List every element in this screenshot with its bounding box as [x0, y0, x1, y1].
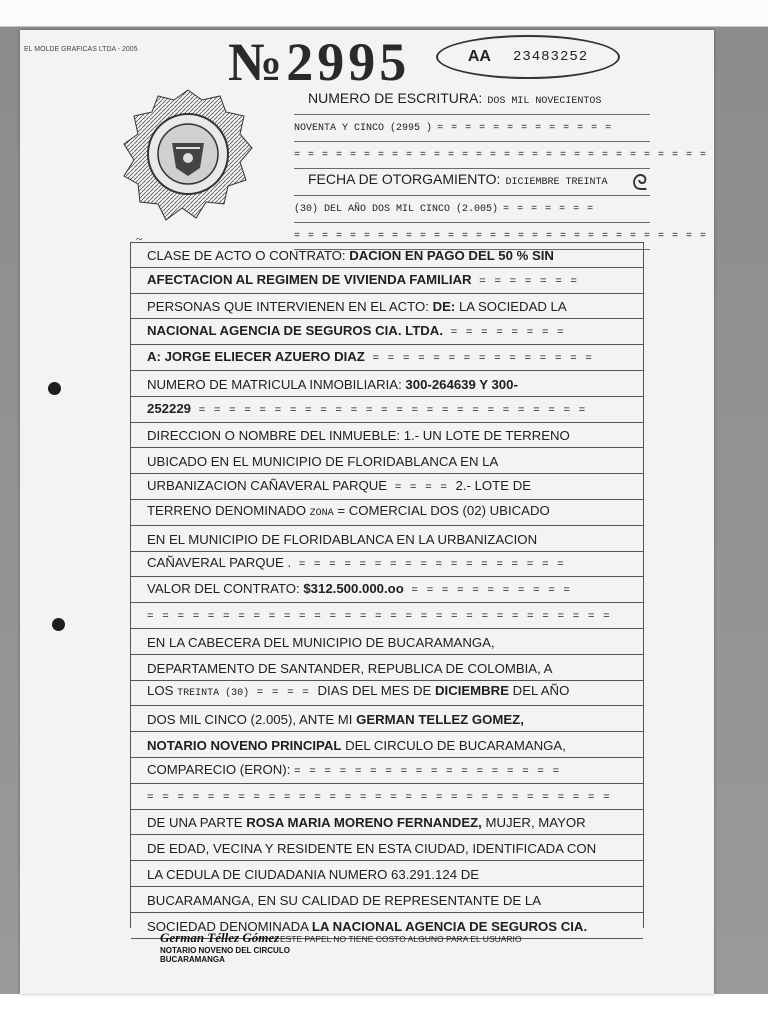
body-row	[131, 810, 643, 836]
fecha-otorgamiento-line: FECHA DE OTORGAMIENTO: DICIEMBRE TREINTA	[294, 169, 650, 196]
body-row	[131, 319, 643, 345]
body-row	[131, 268, 643, 294]
row-text-b: AFECTACION AL REGIMEN DE VIVIENDA FAMILIAR	[147, 271, 472, 287]
row-text-a: CAÑAVERAL PARQUE .	[147, 555, 292, 571]
row-text-b: DE:	[432, 299, 456, 315]
signature-name: German Téllez Gómez	[160, 930, 280, 945]
paper-cost-note: ESTE PAPEL NO TIENE COSTO ALGUNO PARA EL USUARIO	[280, 934, 522, 944]
row-text-eq: = = = = = = = =	[443, 327, 565, 340]
row-text-a: SOCIEDAD DENOMINADA	[147, 918, 312, 934]
numero-escritura-line: NUMERO DE ESCRITURA: DOS MIL NOVECIENTOS	[294, 88, 650, 115]
national-seal-icon	[122, 88, 254, 243]
row-text-b: DACION EN PAGO DEL 50 % SIN	[349, 247, 554, 263]
body-row	[131, 655, 643, 681]
numero-escritura-line-2: NOVENTA Y CINCO (2995 ) = = = = = = = = = = = = =	[294, 115, 650, 142]
row-text-b: GERMAN TELLEZ GOMEZ,	[356, 712, 524, 728]
fecha-otorgamiento-line-2: (30) DEL AÑO DOS MIL CINCO (2.005) = = = = = = =	[294, 196, 650, 223]
row-text-eq: = = = =	[249, 687, 318, 700]
contract-body	[130, 242, 644, 934]
row-text-c: = COMERCIAL DOS (02) UBICADO	[333, 502, 550, 518]
body-row	[131, 887, 643, 913]
printer-imprint: EL MOLDE GRAFICAS LTDA - 2005	[24, 46, 138, 53]
row-text-d: DEL AÑO	[509, 683, 570, 699]
bottom-margin	[0, 994, 768, 1024]
body-row	[131, 345, 643, 371]
body-row	[131, 371, 643, 397]
row-text-b: LA NACIONAL AGENCIA DE SEGUROS CIA.	[311, 918, 588, 934]
row-text-b: A: JORGE ELIECER AZUERO DIAZ	[147, 348, 365, 364]
body-row	[131, 448, 643, 474]
row-text-a: LOS	[147, 683, 178, 699]
row-text-c: LA SOCIEDAD LA	[455, 299, 567, 315]
row-text-a: COMPARECIO (ERON):	[147, 761, 295, 777]
body-row	[131, 681, 643, 707]
row-text-eq: = = = = = = = = = = = = = = =	[364, 352, 593, 365]
row-text-a: DIRECCION O NOMBRE DEL INMUEBLE: 1.- UN LOTE DE TERRENO	[147, 428, 570, 444]
notary-signature-stamp	[160, 930, 290, 964]
row-text-a: EN EL MUNICIPIO DE FLORIDABLANCA EN LA URBANIZACION	[147, 531, 538, 547]
row-text-b: NACIONAL AGENCIA DE SEGUROS CIA. LTDA.	[147, 323, 443, 339]
punch-hole-top	[48, 382, 61, 395]
signature-city: BUCARAMANGA	[160, 955, 225, 964]
body-row	[131, 629, 643, 655]
separator-line-2: = = = = = = = = = = = = = = = = = = = = = = = = = = = = = =	[294, 223, 650, 250]
body-row	[131, 397, 643, 423]
row-text-c: DEL CIRCULO DE BUCARAMANGA,	[341, 737, 566, 753]
body-row	[131, 861, 643, 887]
separator-line: = = = = = = = = = = = = = = = = = = = = = = = = = = = = = =	[294, 142, 650, 169]
row-text-a: DE UNA PARTE	[147, 815, 247, 831]
row-text-eq: = = = = = = = = = = = = = = = = = = = = = = = = = =	[191, 404, 587, 417]
row-text-eq: = = = = = = = = = = =	[403, 585, 572, 598]
row-text-a: DEPARTAMENTO DE SANTANDER, REPUBLICA DE COLOMBIA, A	[147, 660, 553, 676]
document-number: №2995	[228, 32, 411, 92]
body-row	[131, 423, 643, 449]
row-text-c: DIAS DEL MES DE	[317, 683, 435, 699]
row-text-a: UBICADO EN EL MUNICIPIO DE FLORIDABLANCA EN LA	[147, 454, 499, 470]
row-text-a: BUCARAMANGA, EN SU CALIDAD DE REPRESENTANTE DE LA	[147, 892, 541, 908]
row-text-b: $312.500.000.oo	[303, 581, 404, 597]
row-text-eq: = = = = = = = = = = = = = = = = = = = = = = = = = = = = = = =	[147, 791, 611, 804]
serial-number: 23483252	[512, 49, 589, 65]
body-row	[131, 500, 643, 526]
row-text-b: ROSA MARIA MORENO FERNANDEZ,	[246, 815, 482, 831]
body-row	[131, 526, 643, 552]
row-text-a: LA CEDULA DE CIUDADANIA NUMERO 63.291.124 DE	[147, 866, 480, 882]
body-row	[131, 474, 643, 500]
row-text-a: CLASE DE ACTO O CONTRATO:	[147, 247, 350, 263]
row-text-b: DICIEMBRE	[435, 683, 509, 699]
row-text-b: NOTARIO NOVENO PRINCIPAL	[147, 737, 342, 753]
body-row	[131, 784, 643, 810]
row-text-a: DOS MIL CINCO (2.005), ANTE MI	[147, 712, 357, 728]
row-text-a: URBANIZACION CAÑAVERAL PARQUE	[147, 477, 388, 493]
body-row	[131, 835, 643, 861]
body-row	[131, 577, 643, 603]
body-row	[131, 603, 643, 629]
row-text-sm: ZONA	[309, 507, 334, 519]
row-text-eq: = = = = = = = = = = = = = = = = = = = = = = = = = = = = = = =	[147, 610, 611, 623]
row-text-b: 252229	[147, 400, 192, 416]
row-text-a: EN LA CABECERA DEL MUNICIPIO DE BUCARAMANGA,	[147, 634, 495, 650]
serial-prefix: AA	[467, 48, 491, 65]
row-text-eq: = = = = = = =	[471, 275, 578, 288]
body-row	[131, 706, 643, 732]
body-row	[131, 242, 643, 268]
row-text-a: NUMERO DE MATRICULA INMOBILIARIA:	[147, 376, 406, 392]
row-text-a: VALOR DEL CONTRATO:	[147, 581, 304, 597]
escritura-header-lines	[294, 88, 708, 250]
row-text-c: MUJER, MAYOR	[481, 815, 586, 831]
body-row	[131, 552, 643, 578]
body-row	[131, 758, 643, 784]
row-text-a: PERSONAS QUE INTERVIENEN EN EL ACTO:	[147, 299, 433, 315]
row-text-eq: = = = =	[387, 481, 456, 494]
row-text-a: DE EDAD, VECINA Y RESIDENTE EN ESTA CIUDAD, IDENTIFICADA CON	[147, 841, 597, 857]
handwritten-mark: ᘓ	[632, 170, 648, 195]
row-text-eq: = = = = = = = = = = = = = = = = = =	[291, 559, 565, 572]
signature-title: NOTARIO NOVENO DEL CIRCULO	[160, 946, 290, 955]
serial-oval	[436, 35, 620, 79]
row-text-a: TERRENO DENOMINADO	[147, 502, 310, 518]
row-text-c: 2.- LOTE DE	[455, 477, 532, 493]
row-text-eq: = = = = = = = = = = = = = = = = = =	[294, 765, 561, 778]
body-row	[131, 732, 643, 758]
punch-hole-bottom	[52, 618, 65, 631]
row-text-b: 300-264639 Y 300-	[405, 376, 518, 392]
notarial-document-page	[20, 30, 714, 994]
handwritten-annotation: ~	[136, 232, 143, 246]
row-text-sm: TREINTA (30)	[177, 688, 250, 700]
body-row	[131, 294, 643, 320]
